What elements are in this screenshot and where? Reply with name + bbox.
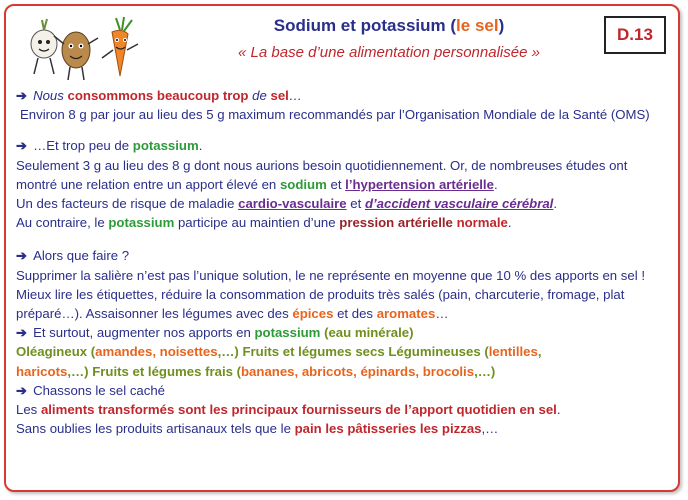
section-5-body: Les aliments transformés sont les principaux fournisseurs de l’apport quotidien en sel. Sans oublies les produits artisanaux tels que le pain les pâtisseries les pizzas,… [16,402,561,437]
arrow-right-icon: ➔ [16,88,28,103]
section-4-heading: ➔ Et surtout, augmenter nos apports en potassium (eau minérale) [16,325,414,341]
page-subtitle: « La base d’une alimentation personnalisée » [238,44,540,61]
document-code-badge: D.13 [604,16,666,54]
arrow-right-icon: ➔ [16,325,28,341]
arrow-right-icon: ➔ [16,138,28,154]
arrow-right-icon: ➔ [16,248,28,264]
info-card [4,4,680,492]
page-title: Sodium et potassium (le sel) [273,16,505,35]
section-4-body: Oléagineux (amandes, noisettes,…) Fruits et légumes secs Légumineuses (lentilles, haricots,…) Fruits et légumes frais (bananes, abricots, épinards, brocolis,…) [16,344,542,379]
section-2-heading: ➔ …Et trop peu de potassium. [16,138,203,154]
section-1-heading: ➔ Nous consommons beaucoup trop de sel… [16,88,303,103]
section-2-body: Seulement 3 g au lieu des 8 g dont nous aurions besoin quotidiennement. Or, de nombreuses études ont montré une relation entre un apport élevé en sodium et l’hypertension artérielle. Un des facteurs de risque de maladie cardio-vasculaire et d’accident vasculaire cérébral. Au contraire, le potassium participe au maintien d’une pression artérielle normale. [16,157,628,231]
section-1-body: Environ 8 g par jour au lieu des 5 g maximum recommandés par l’Organisation Mondiale de la Santé (OMS) [20,107,650,123]
title-highlight: le sel [456,16,499,35]
section-3-heading: ➔ Alors que faire ? [16,248,130,264]
section-5-heading: ➔ Chassons le sel caché [16,382,166,398]
content-body [16,86,668,438]
arrow-right-icon: ➔ [16,382,28,398]
section-3-body: Supprimer la salière n’est pas l’unique solution, le ne représente en moyenne que 10 % des apports en sel ! Mieux lire les étiquettes, réduire la consommation de produits très salés (pain, charcuterie, fromage, plat préparé…). Assaisonner les légumes avec des épices et des aromates… [16,267,645,322]
